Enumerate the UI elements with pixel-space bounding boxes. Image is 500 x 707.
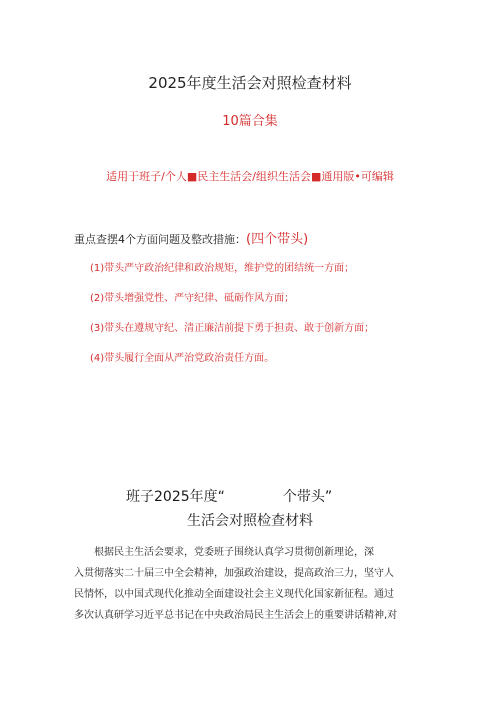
applicability-note: 适用于班子/个人■民主生活会/组织生活会■通用版•可编辑 — [106, 170, 394, 183]
paragraph-line: 民情怀，以中国式现代化推动全面建设社会主义现代化国家新征程。通过 — [74, 589, 394, 600]
document-title: 2025年度生活会对照检查材料 — [148, 74, 352, 92]
focus-highlight: (四个带头) — [246, 232, 309, 247]
section-title-part-b: 个带头” — [282, 489, 333, 505]
focus-heading — [74, 228, 308, 247]
document-subtitle: 10篇合集 — [222, 114, 278, 129]
section-title-line-1 — [126, 486, 332, 506]
focus-item: (2)带头增强党性、严守纪律、砥砺作风方面； — [90, 293, 295, 304]
paragraph-line: 多次认真研学习近平总书记在中央政治局民主生活会上的重要讲话精神,对 — [74, 610, 398, 621]
paragraph-line: 根据民主生活会要求，党委班子围绕认真学习贯彻创新理论，深 — [94, 547, 374, 558]
focus-item: (1)带头严守政治纪律和政治规矩，维护党的团结统一方面； — [90, 263, 355, 274]
paragraph-line: 入贯彻落实二十届三中全会精神，加强政治建设，提高政治三力，坚守人 — [74, 568, 394, 579]
focus-item-list — [90, 262, 374, 382]
focus-item: (3)带头在遵规守纪、清正廉洁前提下勇于担责、敢于创新方面； — [90, 323, 375, 334]
body-paragraph — [74, 542, 430, 626]
section-title-line-2: 生活会对照检查材料 — [187, 513, 313, 529]
focus-label: 重点查摆4个方面问题及整改措施： — [74, 233, 246, 246]
section-title-part-a: 班子2025年度“ — [126, 489, 225, 505]
focus-item: (4)带头履行全面从严治党政治责任方面。 — [90, 353, 275, 364]
